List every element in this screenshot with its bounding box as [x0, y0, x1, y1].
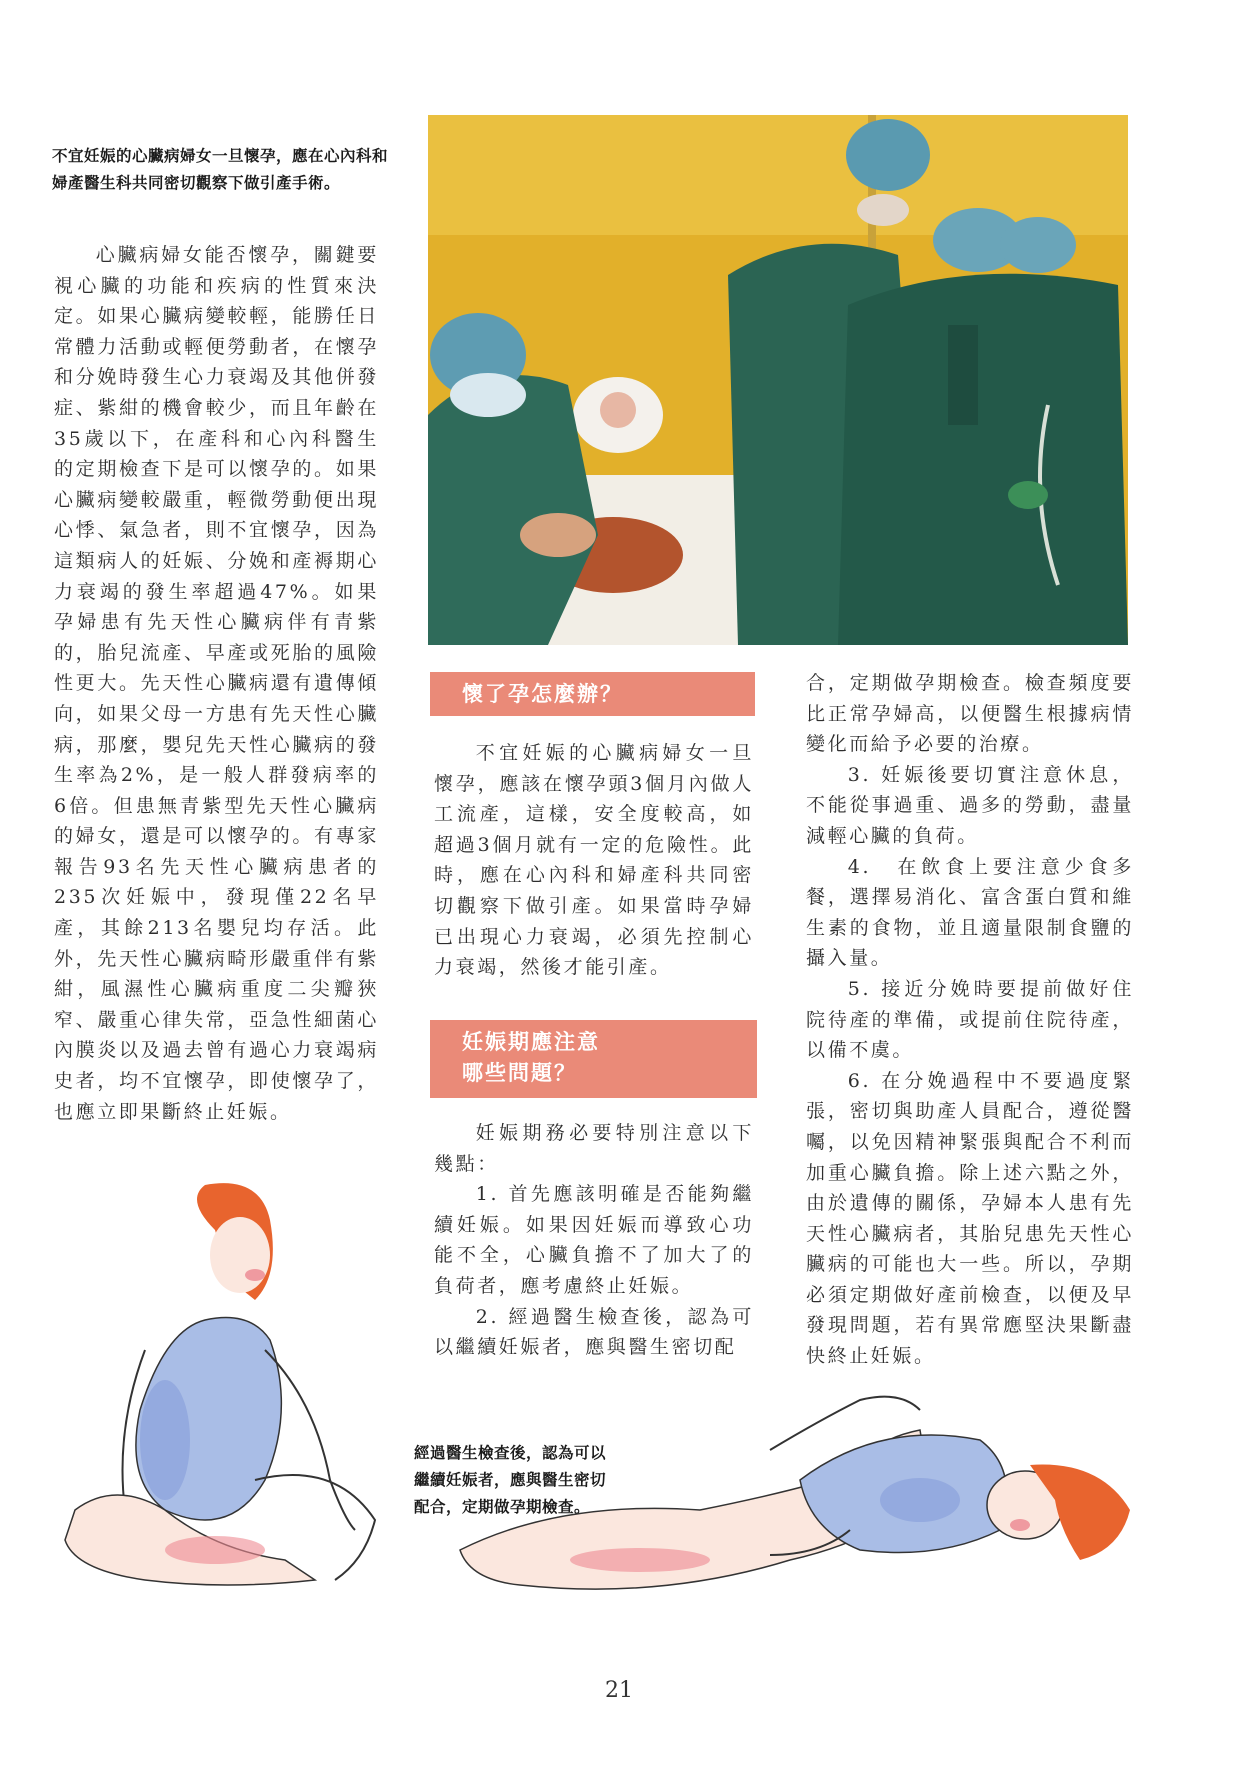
photo-caption-line: 婦產醫生科共同密切觀察下做引產手術。 — [52, 174, 341, 192]
heading-text: 妊娠期應注意 — [462, 1030, 600, 1054]
illustration-caption-line: 繼續妊娠者，應與醫生密切 — [414, 1471, 607, 1489]
photo-caption — [52, 143, 422, 197]
photo-caption-line: 不宜妊娠的心臟病婦女一旦懷孕，應在心內科和 — [52, 147, 389, 165]
paragraph: 3. 妊娠後要切實注意休息，不能從事過重、過多的勞動，盡量減輕心臟的負荷。 — [806, 763, 1134, 847]
paragraph: 妊娠期務必要特別注意以下幾點： — [434, 1122, 754, 1175]
paragraph: 2. 經過醫生檢查後，認為可以繼續妊娠者，應與醫生密切配 — [434, 1305, 754, 1359]
illustration-caption-line: 經過醫生檢查後，認為可以 — [414, 1444, 607, 1462]
paragraph: 心臟病婦女能否懷孕，關鍵要視心臟的功能和疾病的性質來決定。如果心臟病變較輕，能勝任日常體力活動或輕便勞動者，在懷孕和分娩時發生心力衰竭及其他併發症、紫紺的機會較少，而且年齡在35歲以下，在產科和心內科醫生的定期檢查下是可以懷孕的。如果心臟病變較嚴重，輕微勞動便出現心悸、氣急者，則不宜懷孕，因為這類病人的妊娠、分娩和產褥期心力衰竭的發生率超過47%。如果孕婦患有先天性心臟病伴有青紫的，胎兒流產、早產或死胎的風險性更大。先天性心臟病還有遺傳傾向，如果父母一方患有先天性心臟病，那麼，嬰兒先天性心臟病的發生率為2%，是一般人群發病率的6倍。但患無青紫型先天性心臟病的婦女，還是可以懷孕的。有專家報告93名先天性心臟病患者的235次妊娠中，發現僅22名早產，其餘213名嬰兒均存活。此外，先天性心臟病畸形嚴重伴有紫紺，風濕性心臟病重度二尖瓣狹窄、嚴重心律失常，亞急性細菌心內膜炎以及過去曾有過心力衰竭病史者，均不宜懷孕，即使懷孕了，也應立即果斷終止妊娠。 — [54, 244, 379, 1123]
body-column-middle-top — [434, 738, 754, 983]
paragraph: 4. 在飲食上要注意少食多餐，選擇易消化、富含蛋白質和維生素的食物，並且適量限制食鹽的攝入量。 — [806, 855, 1134, 970]
seated-woman-illustration — [55, 1180, 400, 1620]
paragraph: 5. 接近分娩時要提前做好住院待產的準備，或提前住院待產，以備不虞。 — [806, 977, 1134, 1062]
paragraph: 不宜妊娠的心臟病婦女一旦懷孕，應該在懷孕頭3個月內做人工流產，這樣，安全度較高，如超過3個月就有一定的危險性。此時，應在心內科和婦產科共同密切觀察下做引產。如果當時孕婦已出現心力衰竭，必須先控制心力衰竭，然後才能引產。 — [434, 742, 754, 979]
body-column-left — [54, 240, 379, 1127]
operating-room-photo — [428, 115, 1128, 645]
heading-text: 懷了孕怎麼辦？ — [462, 682, 623, 706]
section-heading-pregnant — [430, 672, 755, 716]
reclining-woman-illustration — [440, 1380, 1140, 1630]
paragraph: 合，定期做孕期檢查。檢查頻度要比正常孕婦高，以便醫生根據病情變化而給予必要的治療。 — [806, 672, 1134, 756]
paragraph: 1. 首先應該明確是否能夠繼續妊娠。如果因妊娠而導致心功能不全，心臟負擔不了加大了的負荷者，應考慮終止妊娠。 — [434, 1183, 754, 1297]
page-number: 21 — [605, 1678, 633, 1703]
paragraph: 6. 在分娩過程中不要過度緊張，密切與助產人員配合，遵從醫囑，以免因精神緊張與配合不利而加重心臟負擔。除上述六點之外，由於遺傳的關係，孕婦本人患有先天性心臟病者，其胎兒患先天性心臟病的可能也大一些。所以，孕期必須定期做好產前檢查，以便及早發現問題，若有異常應堅決果斷盡快終止妊娠。 — [806, 1069, 1134, 1368]
heading-text: 哪些問題？ — [462, 1061, 577, 1085]
illustration-caption-line: 配合，定期做孕期檢查。 — [414, 1498, 591, 1516]
body-column-right — [806, 668, 1134, 1372]
section-heading-precautions — [430, 1020, 757, 1098]
body-column-middle-bottom — [434, 1118, 754, 1363]
